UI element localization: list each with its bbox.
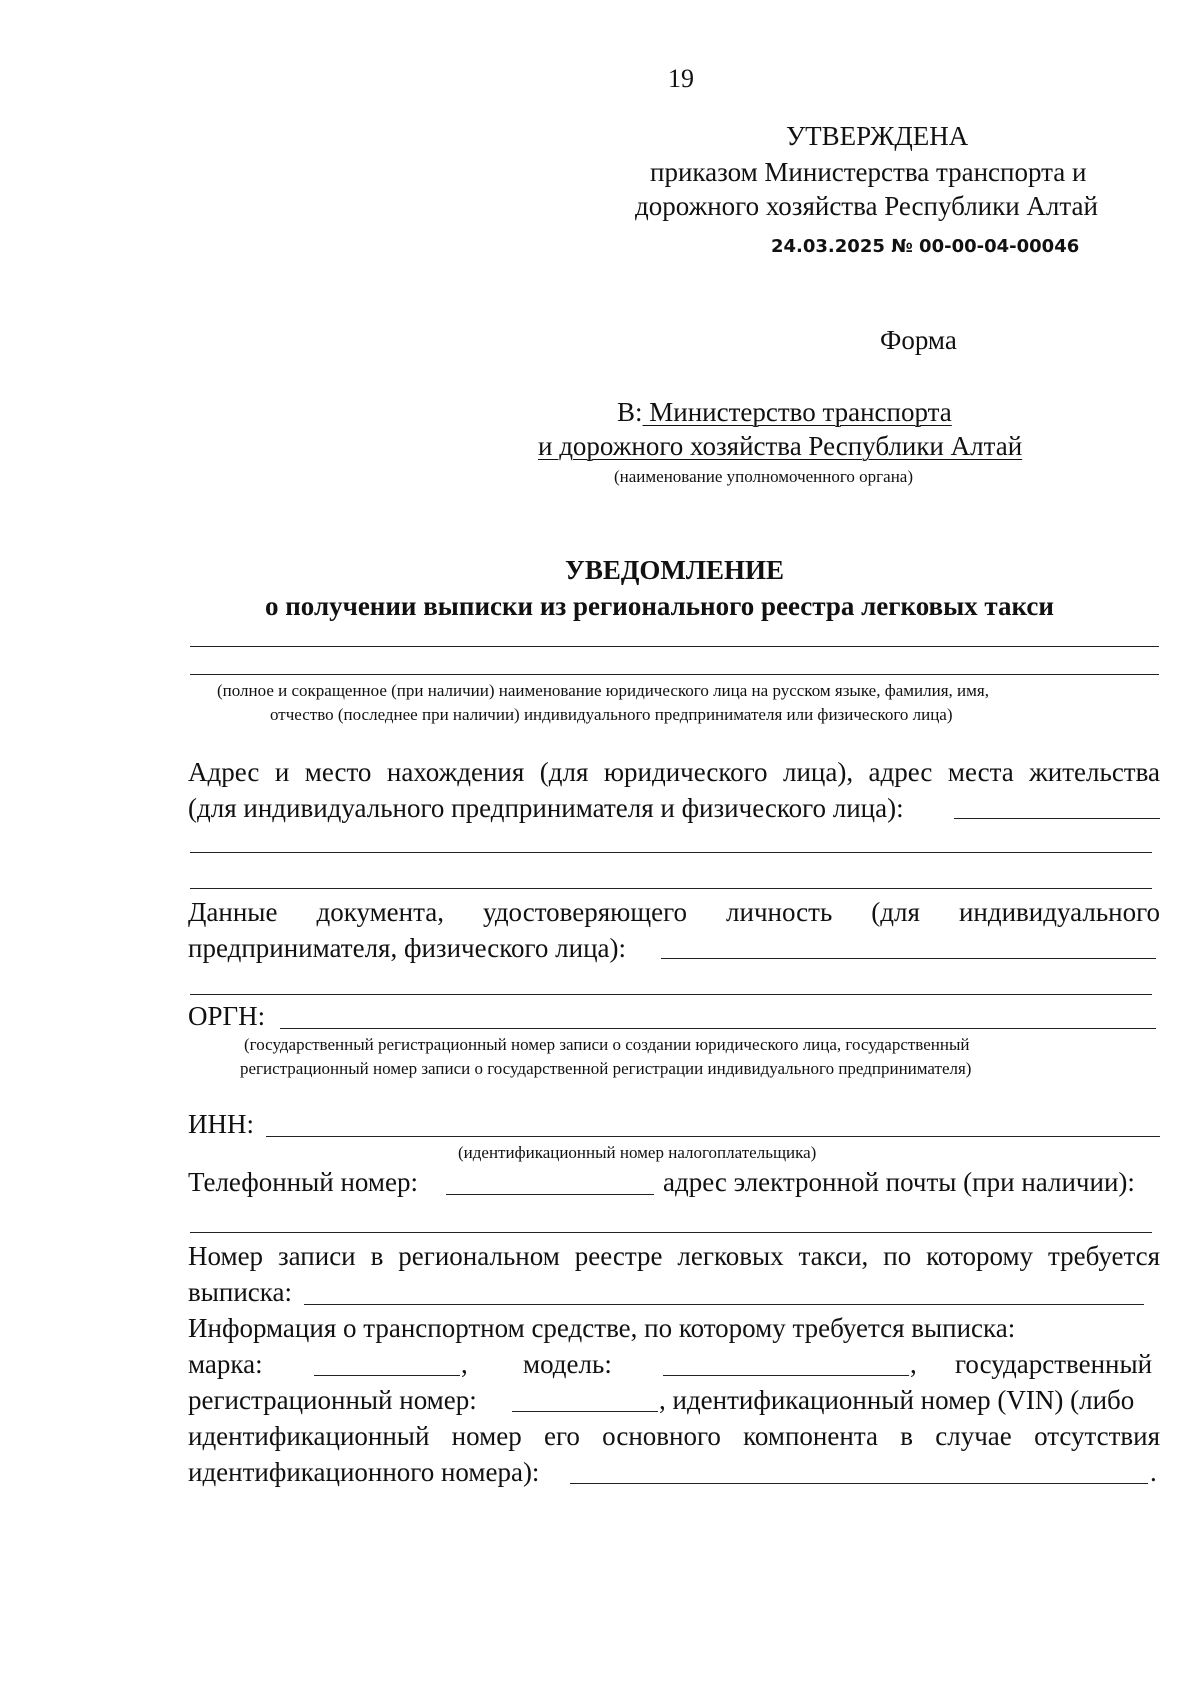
identity-doc-input-2[interactable] [190, 994, 1152, 995]
vehicle-intro: Информация о транспортном средстве, по которому требуется выписка: [188, 1313, 1016, 1343]
address-label-1: Адрес и место нахождения (для юридического лица), адрес места жительства [188, 757, 1160, 787]
applicant-name-line-2[interactable] [190, 674, 1159, 675]
order-line-2: дорожного хозяйства Республики Алтай [635, 191, 1098, 221]
identity-doc-input-1[interactable] [661, 958, 1156, 959]
address-input-1[interactable] [954, 818, 1160, 819]
address-label-2: (для индивидуального предпринимателя и физического лица): [188, 793, 904, 823]
email-input[interactable] [190, 1232, 1152, 1233]
document-title: УВЕДОМЛЕНИЕ [565, 555, 785, 585]
applicant-name-line-1[interactable] [190, 646, 1159, 647]
model-label: модель: [523, 1349, 612, 1379]
order-line-1: приказом Министерства транспорта и [650, 157, 1087, 187]
identity-doc-label-2: предпринимателя, физического лица): [188, 933, 626, 963]
recipient-line-2: и дорожного хозяйства Республики Алтай [538, 431, 1023, 461]
registry-record-label-2: выписка: [188, 1277, 292, 1307]
address-input-3[interactable] [190, 888, 1152, 889]
id-number-input[interactable] [570, 1483, 1148, 1484]
order-date-number: 24.03.2025 № 00-00-04-00046 [771, 236, 1080, 257]
reg-number-input[interactable] [512, 1411, 658, 1412]
applicant-caption-1: (полное и сокращенное (при наличии) наименование юридического лица на русском языке, фамилия, имя, [217, 681, 989, 700]
inn-caption: (идентификационный номер налогоплательщика) [458, 1143, 817, 1162]
inn-label: ИНН: [188, 1109, 254, 1139]
vin-text: , идентификационный номер (VIN) (либо [659, 1385, 1135, 1415]
applicant-caption-2: отчество (последнее при наличии) индивидуального предпринимателя или физического лица) [270, 705, 953, 724]
phone-input[interactable] [446, 1194, 654, 1195]
approved-heading: УТВЕРЖДЕНА [786, 121, 969, 151]
identity-doc-label-1: Данные документа, удостоверяющего личность (для индивидуального [188, 897, 1160, 927]
ogrn-caption-1: (государственный регистрационный номер записи о создании юридического лица, государственный [244, 1035, 970, 1054]
registry-record-label-1: Номер записи в региональном реестре легковых такси, по которому требуется [188, 1241, 1160, 1271]
document-subtitle: о получении выписки из регионального реестра легковых такси [265, 591, 1054, 621]
model-input[interactable] [663, 1375, 909, 1376]
brand-comma: , [461, 1349, 468, 1379]
registry-record-input[interactable] [304, 1304, 1144, 1305]
id-number-label: идентификационного номера): [188, 1457, 540, 1487]
brand-label: марка: [188, 1349, 263, 1379]
phone-label: Телефонный номер: [188, 1167, 418, 1197]
component-line: идентификационный номер его основного компонента в случае отсутствия [188, 1421, 1160, 1451]
end-period: . [1150, 1457, 1157, 1487]
reg-number-label: регистрационный номер: [188, 1385, 477, 1415]
ogrn-label: ОРГН: [188, 1001, 266, 1031]
form-label: Форма [880, 325, 957, 355]
ogrn-caption-2: регистрационный номер записи о государственной регистрации индивидуального предпринимателя) [240, 1059, 972, 1078]
email-label: адрес электронной почты (при наличии): [663, 1167, 1135, 1197]
ogrn-input[interactable] [280, 1028, 1156, 1029]
recipient-caption: (наименование уполномоченного органа) [614, 467, 914, 486]
address-input-2[interactable] [190, 852, 1152, 853]
page-number: 19 [668, 64, 694, 93]
recipient-name-1: Министерство транспорта [642, 397, 952, 427]
inn-input[interactable] [266, 1136, 1160, 1137]
model-comma: , [910, 1349, 917, 1379]
brand-input[interactable] [314, 1375, 460, 1376]
recipient-prefix: В: [617, 397, 643, 427]
state-label: государственный [955, 1349, 1153, 1379]
recipient-line-1 [617, 396, 952, 428]
